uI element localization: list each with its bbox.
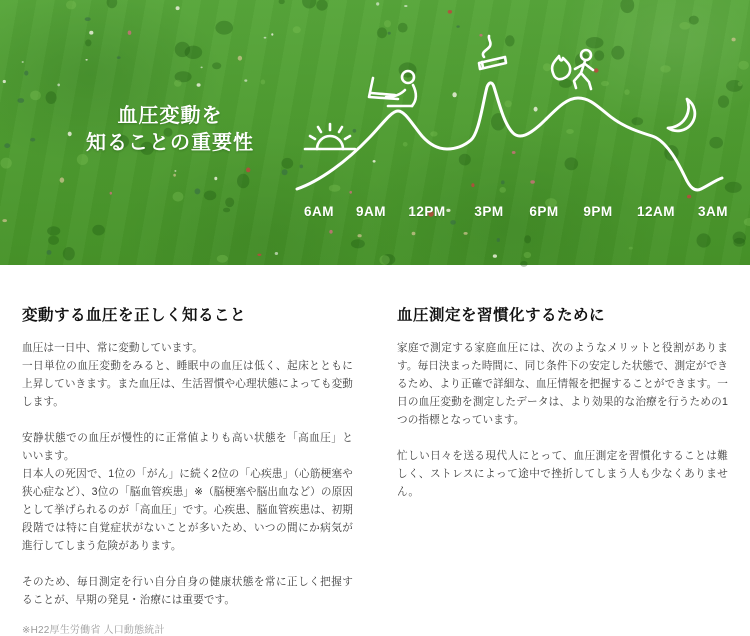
paragraph: 血圧は一日中、常に変動しています。 一日単位の血圧変動をみると、睡眠中の血圧は低く、起床とともに上昇していきます。また血圧は、生活習慣や心理状態によっても変動します。 xyxy=(22,342,353,408)
paragraph: 家庭で測定する家庭血圧には、次のようなメリットと役割があります。毎日決まった時間に、同じ条件下の安定した状態で、測定ができるため、より正確で詳細な、血圧情報を把握することができます。一日の血圧変動を測定したデータは、より効果的な治療を行うための1つの指標となっています。 xyxy=(397,342,728,426)
section-heading: 血圧測定を習慣化するために xyxy=(397,307,606,324)
time-label-3pm: 3PM xyxy=(474,204,504,219)
time-label-12am: 12AM xyxy=(636,204,676,219)
hero-title xyxy=(40,103,300,157)
desk-worker-icon xyxy=(369,71,416,106)
time-label-6pm: 6PM xyxy=(529,204,559,219)
section-heading: 変動する血圧を正しく知ること xyxy=(22,307,247,324)
hero-banner xyxy=(0,0,750,265)
time-label-9am: 9AM xyxy=(355,204,387,219)
paragraph: そのため、毎日測定を行い自分自身の健康状態を常に正しく把握することが、早期の発見・治療には重要です。 xyxy=(22,576,353,606)
time-label-12pm: 12PM xyxy=(408,204,446,219)
flame-and-walking-person-icon xyxy=(552,50,593,89)
section-make-measurement-habit xyxy=(397,303,728,636)
cigarette-icon xyxy=(479,36,506,69)
blood-pressure-line xyxy=(297,83,722,190)
time-label-6am: 6AM xyxy=(303,204,335,219)
time-label-9pm: 9PM xyxy=(583,204,613,219)
content-area xyxy=(0,265,750,636)
hero-title-line2: 知ることの重要性 xyxy=(86,132,254,154)
time-axis xyxy=(0,204,750,224)
hero-title-line1: 血圧変動を xyxy=(117,105,223,127)
time-label-3am: 3AM xyxy=(697,204,729,219)
crescent-moon-icon xyxy=(668,99,695,131)
paragraph: 安静状態での血圧が慢性的に正常値よりも高い状態を「高血圧」といいます。 日本人の死因で、1位の「がん」に続く2位の「心疾患」（心筋梗塞や狭心症など）、3位の「脳血管疾患」※（脳梗塞や脳出血など）の原因として挙げられるのが「高血圧」です。心疾患、脳血管疾患は、初期段階では特に自覚症状がないことが多いため、いつの間にか病気が進行してしまう危険があります。 xyxy=(22,432,353,552)
paragraph: 忙しい日々を送る現代人にとって、血圧測定を習慣化することは難しく、ストレスによって途中で挫折してしまう人も少なくありません。 xyxy=(397,450,728,498)
section-know-fluctuating-bp xyxy=(22,303,353,636)
source-footnote: ※H22厚生労働省 人口動態統計 xyxy=(22,625,165,636)
sunrise-icon xyxy=(305,124,355,149)
